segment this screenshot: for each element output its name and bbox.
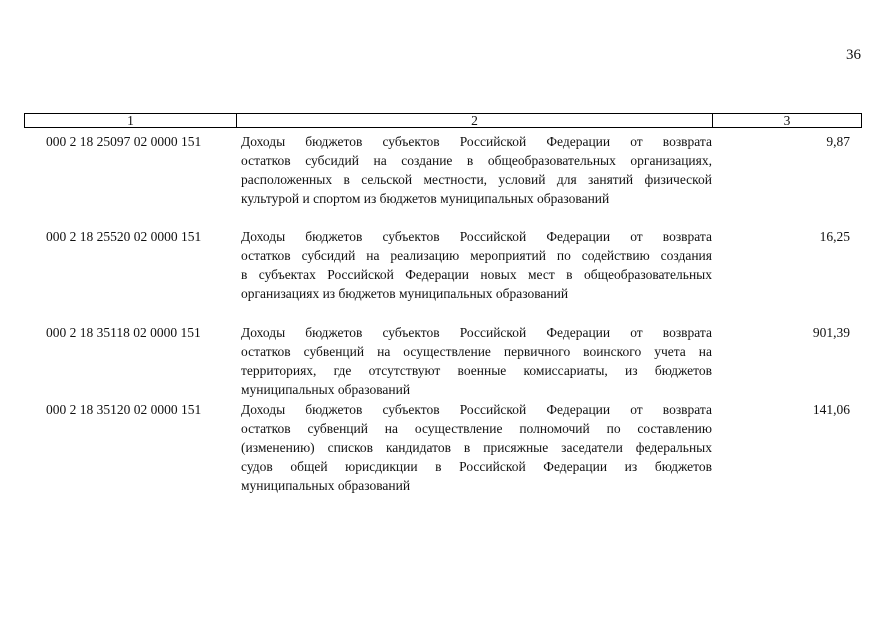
description-line: судов общей юрисдикции в Российской Федерации из бюджетов: [241, 459, 712, 474]
page-number: 36: [846, 47, 861, 63]
description-line: Доходы бюджетов субъектов Российской Федерации от возврата: [241, 325, 712, 340]
description-line: остатков субвенций на осуществление первичного воинского учета на: [241, 344, 712, 359]
description-line: Доходы бюджетов субъектов Российской Федерации от возврата: [241, 229, 712, 244]
table-header: [24, 113, 862, 128]
description-line: остатков субвенций на осуществление полномочий по составлению: [241, 421, 712, 436]
income-description: [241, 400, 712, 495]
column-header-2: 2: [237, 114, 713, 127]
amount-value: 141,06: [812, 402, 850, 417]
budget-classification-code: 000 2 18 35120 02 0000 151: [46, 402, 202, 417]
budget-classification-code: 000 2 18 25097 02 0000 151: [46, 134, 202, 149]
description-line: организациях из бюджетов муниципальных образований: [241, 286, 569, 301]
description-line: культурой и спортом из бюджетов муниципальных образований: [241, 191, 610, 206]
budget-classification-code: 000 2 18 35118 02 0000 151: [46, 325, 201, 340]
budget-classification-code: 000 2 18 25520 02 0000 151: [46, 229, 202, 244]
description-line: в субъектах Российской Федерации новых мест в общеобразовательных: [241, 267, 712, 282]
income-description: [241, 323, 712, 399]
description-line: остатков субсидий на реализацию мероприятий по содействию создания: [241, 248, 712, 263]
description-line: расположенных в сельской местности, условий для занятий физической: [241, 172, 712, 187]
income-description: [241, 132, 712, 208]
description-line: (изменению) списков кандидатов в присяжные заседатели федеральных: [241, 440, 712, 455]
amount-value: 9,87: [826, 134, 850, 149]
amount-value: 901,39: [812, 325, 850, 340]
description-line: Доходы бюджетов субъектов Российской Федерации от возврата: [241, 134, 712, 149]
column-header-3: 3: [783, 113, 791, 128]
description-line: муниципальных образований: [241, 382, 411, 397]
income-description: [241, 227, 712, 303]
description-line: территориях, где отсутствуют военные комиссариаты, из бюджетов: [241, 363, 712, 378]
description-line: муниципальных образований: [241, 478, 411, 493]
column-header-1: 1: [25, 114, 237, 127]
amount-value: 16,25: [819, 229, 850, 244]
description-line: Доходы бюджетов субъектов Российской Федерации от возврата: [241, 402, 712, 417]
description-line: остатков субсидий на создание в общеобразовательных организациях,: [241, 153, 712, 168]
